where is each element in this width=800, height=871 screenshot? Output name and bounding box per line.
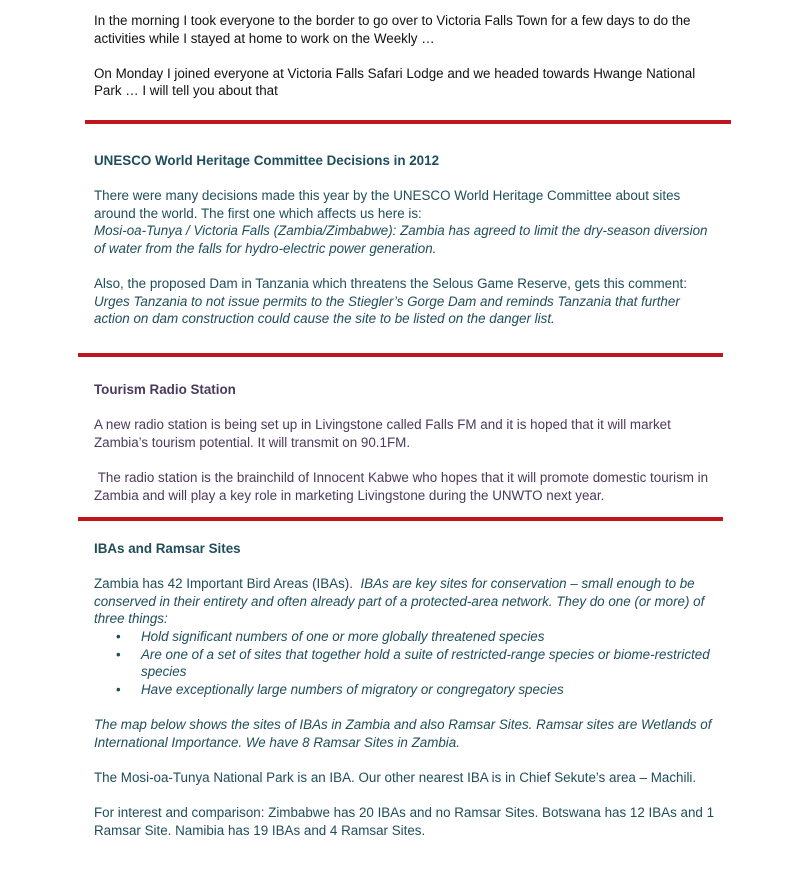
iba-section bbox=[94, 540, 714, 839]
radio-paragraph-2: The radio station is the brainchild of Innocent Kabwe who hopes that it will promote domestic tourism in Zambia and will play a key role in marketing Livingstone during the UNWTO next year. bbox=[94, 469, 712, 503]
section-divider-2 bbox=[78, 353, 723, 357]
iba-criteria-list bbox=[94, 628, 714, 698]
bullet-icon: • bbox=[116, 681, 121, 697]
radio-paragraph-1: A new radio station is being set up in Livingstone called Falls FM and it is hoped that it will market Zambia’s tourism potential. It will transmit on 90.1FM. bbox=[94, 417, 671, 450]
unesco-paragraph-2: Also, the proposed Dam in Tanzania which threatens the Selous Game Reserve, gets this comment: bbox=[94, 276, 687, 292]
bullet-icon: • bbox=[116, 646, 121, 662]
list-item bbox=[94, 646, 714, 681]
section-divider-1 bbox=[85, 120, 731, 124]
list-item-text: Have exceptionally large numbers of migratory or congregatory species bbox=[141, 681, 564, 697]
list-item-text: Are one of a set of sites that together hold a suite of restricted-range species or biome-restricted species bbox=[141, 646, 710, 680]
iba-paragraph-1-plain: Zambia has 42 Important Bird Areas (IBAs). bbox=[94, 576, 361, 592]
bullet-icon: • bbox=[116, 628, 121, 644]
iba-paragraph-3: The Mosi-oa-Tunya National Park is an IBA. Our other nearest IBA is in Chief Sekute’s area – Machili. bbox=[94, 769, 697, 785]
intro-paragraph-2: On Monday I joined everyone at Victoria Falls Safari Lodge and we headed towards Hwange National Park … I will tell you about that bbox=[94, 65, 696, 99]
unesco-quote-1: Mosi-oa-Tunya / Victoria Falls (Zambia/Zimbabwe): Zambia has agreed to limit the dry-season diversion of water from the falls for hydro-electric power generation. bbox=[94, 223, 708, 256]
unesco-quote-2: Urges Tanzania to not issue permits to the Stiegler’s Gorge Dam and reminds Tanzania that further action on dam construction could cause the site to be listed on the danger list. bbox=[94, 293, 680, 327]
list-item bbox=[94, 681, 714, 699]
radio-section bbox=[94, 381, 714, 504]
iba-paragraph-4: For interest and comparison: Zimbabwe has 20 IBAs and no Ramsar Sites. Botswana has 12 IBAs and 1 Ramsar Site. Namibia has 19 IBAs and 4 Ramsar Sites. bbox=[94, 804, 715, 838]
intro-paragraph-1: In the morning I took everyone to the border to go over to Victoria Falls Town for a few days to do the activities while I stayed at home to work on the Weekly … bbox=[94, 13, 691, 46]
iba-heading: IBAs and Ramsar Sites bbox=[94, 541, 241, 556]
intro-section bbox=[94, 12, 714, 100]
iba-paragraph-1 bbox=[94, 575, 714, 628]
radio-heading: Tourism Radio Station bbox=[94, 382, 236, 397]
iba-paragraph-2: The map below shows the sites of IBAs in Zambia and also Ramsar Sites. Ramsar sites are Wetlands of International Importance. We have 8 Ramsar Sites in Zambia. bbox=[94, 716, 712, 750]
iba-paragraph-1-italic: IBAs are key sites for conservation – small enough to be conserved in their entirety and often already part of a protected-area network. They do one (or more) of three things: bbox=[94, 576, 705, 627]
section-divider-3 bbox=[78, 517, 723, 521]
unesco-heading: UNESCO World Heritage Committee Decisions in 2012 bbox=[94, 153, 440, 168]
list-item bbox=[94, 628, 714, 646]
unesco-paragraph-1: There were many decisions made this year by the UNESCO World Heritage Committee about sites around the world. The first one which affects us here is: bbox=[94, 188, 681, 221]
list-item-text: Hold significant numbers of one or more globally threatened species bbox=[141, 628, 545, 644]
unesco-section bbox=[94, 152, 714, 328]
